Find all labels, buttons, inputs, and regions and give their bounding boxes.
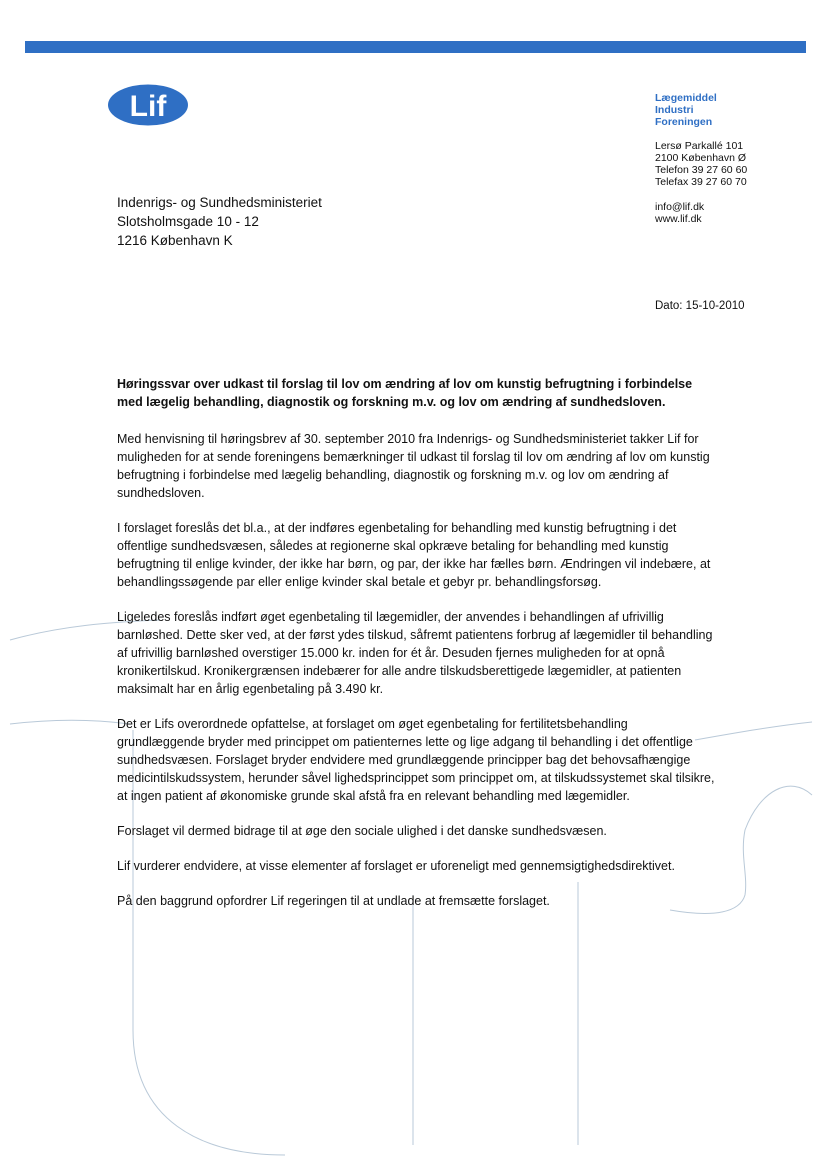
body-paragraph: Med henvisning til høringsbrev af 30. september 2010 fra Indenrigs- og Sundhedsministeriet takker Lif for muligheden for at sende foreningens bemærkninger til udkast til forslag til lov om ændring af lov om kunstig befrugtning i forbindelse med lægelig behandling, diagnostik og forskning m.v. og lov om ændring af sundhedsloven. [117, 432, 710, 500]
org-line: Lægemiddel [655, 92, 717, 104]
body-paragraph: I forslaget foreslås det bl.a., at der indføres egenbetaling for behandling med kunstig befrugtning i det offentlige sundhedsvæsen, således at regionerne skal opkræve betaling for behandling med kunstig befrugtning til enlige kvinder, der ikke har børn, og par, der ikke har fælles børn. Ændringen vil indebære, at behandlingssøgende par eller enlige kvinder skal betale et gebyr pr. behandlingsforsøg. [117, 521, 711, 589]
body-paragraph: Forslaget vil dermed bidrage til at øge den sociale ulighed i det danske sundhedsvæsen. [117, 824, 607, 838]
address-line: 2100 København Ø [655, 152, 747, 164]
sender-address [655, 140, 747, 188]
recipient-line: Indenrigs- og Sundhedsministeriet [117, 195, 322, 210]
letter-body [117, 375, 717, 927]
body-paragraph: Lif vurderer endvidere, at visse elementer af forslaget er uforeneligt med gennemsigtighedsdirektivet. [117, 859, 675, 873]
recipient-line: 1216 København K [117, 233, 233, 248]
body-paragraph: På den baggrund opfordrer Lif regeringen til at undlade at fremsætte forslaget. [117, 894, 550, 908]
phone-line: Telefon 39 27 60 60 [655, 164, 748, 176]
recipient-line: Slotsholmsgade 10 - 12 [117, 214, 259, 229]
body-paragraph: Det er Lifs overordnede opfattelse, at forslaget om øget egenbetaling for fertilitetsbehandling grundlæggende bryder med princippet om patienternes lette og lige adgang til behandling i det offentlige sundhedsvæsen. Forslaget bryder endvidere med grundlæggende principper bag det behovsafhængige medicintilskudssystem, herunder såvel lighedsprincippet som princippet om, at tilskudssystemet skal tilsikre, at ingen patient af økonomiske grunde skal afstå fra en relevant behandling med lægemidler. [117, 717, 715, 803]
org-line: Foreningen [655, 116, 713, 128]
letter-date: Dato: 15-10-2010 [655, 300, 745, 312]
website-link[interactable]: www.lif.dk [655, 213, 702, 225]
body-paragraph: Ligeledes foreslås indført øget egenbetaling til lægemidler, der anvendes i behandlingen af ufrivillig barnløshed. Dette sker ved, at der først ydes tilskud, såfremt patientens forbrug af lægemidler til behandling af ufrivillig barnløshed overstiger 15.000 kr. inden for ét år. Desuden fjernes muligheden for at opnå kronikertilskud. Kronikergrænsen indebærer for alle andre tilskudsberettigede lægemidler, at patienten maksimalt har en årlig egenbetaling på 3.490 kr. [117, 610, 713, 696]
fax-line: Telefax 39 27 60 70 [655, 176, 747, 188]
sender-contact [655, 201, 704, 225]
email-link[interactable]: info@lif.dk [655, 201, 705, 213]
recipient-address [117, 193, 322, 250]
lif-logo [107, 84, 189, 126]
org-name [655, 92, 717, 128]
logo-text: Lif [129, 90, 167, 123]
address-line: Lersø Parkallé 101 [655, 140, 744, 152]
org-line: Industri [655, 104, 694, 116]
letter-subject: Høringssvar over udkast til forslag til lov om ændring af lov om kunstig befrugtning i forbindelse med lægelig behandling, diagnostik og forskning m.v. og lov om ændring af sundhedsloven. [117, 377, 693, 409]
